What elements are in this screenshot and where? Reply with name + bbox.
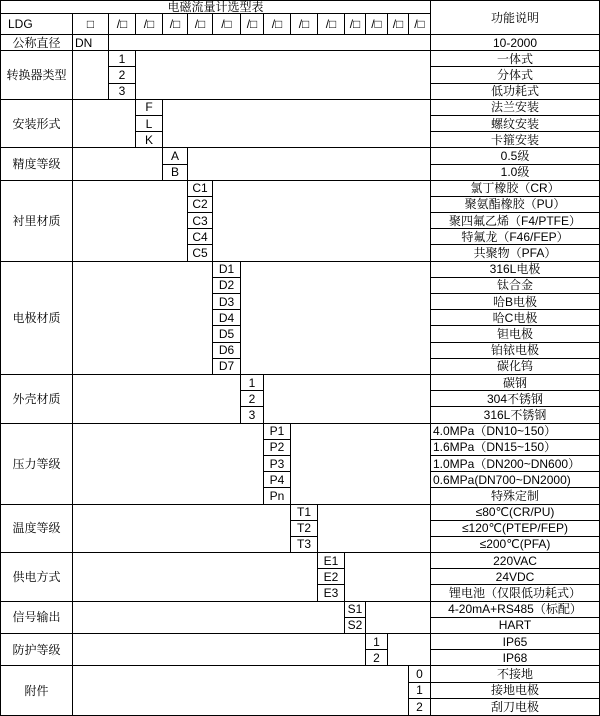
model-slot: /□ [188, 14, 213, 35]
function-cell: 一体式 [431, 51, 599, 67]
code-cell: 1 [409, 683, 431, 699]
spacer-cell [213, 181, 431, 262]
spacer-cell [163, 100, 431, 149]
spacer-cell [388, 634, 431, 666]
code-cell: 0 [409, 666, 431, 682]
group-label: 电极材质 [1, 262, 73, 375]
function-cell: HART [431, 618, 599, 634]
code-cell: 3 [241, 407, 264, 423]
function-cell: 聚四氟乙烯（F4/PTFE） [431, 213, 599, 229]
function-cell: 碳化钨 [431, 359, 599, 375]
code-cell: S1 [345, 602, 366, 618]
function-cell: 锂电池（仅限低功耗式） [431, 585, 599, 601]
code-cell: T3 [291, 537, 318, 553]
function-cell: IP65 [431, 634, 599, 650]
function-cell: 1.0级 [431, 165, 599, 181]
function-cell: 分体式 [431, 67, 599, 83]
code-cell: 2 [366, 650, 388, 666]
function-cell: IP68 [431, 650, 599, 666]
group-label: 转换器类型 [1, 51, 73, 100]
spacer-cell [73, 505, 291, 554]
spacer-cell [73, 148, 163, 180]
group-label: 信号输出 [1, 602, 73, 634]
code-cell: C4 [188, 229, 213, 245]
code-cell: P2 [264, 440, 291, 456]
code-cell: E1 [318, 553, 345, 569]
model-slot: /□ [291, 14, 318, 35]
code-cell: C1 [188, 181, 213, 197]
function-cell: 220VAC [431, 553, 599, 569]
function-cell: 共聚物（PFA） [431, 245, 599, 261]
spacer-cell [73, 51, 109, 100]
spacer-cell [345, 553, 431, 602]
function-cell: 316L电极 [431, 262, 599, 278]
model-slot: /□ [241, 14, 264, 35]
function-cell: 哈B电极 [431, 294, 599, 310]
model-slot: /□ [109, 14, 136, 35]
group-label: 供电方式 [1, 553, 73, 602]
model-slot: /□ [388, 14, 409, 35]
function-cell: 0.5级 [431, 148, 599, 164]
spacer-cell [73, 602, 345, 634]
code-cell: S2 [345, 618, 366, 634]
code-cell: T1 [291, 505, 318, 521]
function-cell: 卡箍安装 [431, 132, 599, 148]
function-cell: 低功耗式 [431, 84, 599, 100]
group-label: 压力等级 [1, 424, 73, 505]
function-cell: 10-2000 [431, 35, 599, 51]
group-label: 公称直径 [1, 35, 73, 51]
code-cell: T2 [291, 521, 318, 537]
spacer-cell [73, 666, 409, 715]
code-cell: C5 [188, 245, 213, 261]
code-cell: C2 [188, 197, 213, 213]
group-label: 安装形式 [1, 100, 73, 149]
spacer-cell [241, 262, 431, 375]
function-cell: ≤80℃(CR/PU) [431, 505, 599, 521]
model-slot: /□ [136, 14, 163, 35]
model-slot: /□ [163, 14, 188, 35]
table-title: 电磁流量计选型表 [1, 1, 431, 14]
function-cell: 聚氨酯橡胶（PU） [431, 197, 599, 213]
spacer-cell [109, 35, 431, 51]
model-slot-first: □ [73, 14, 109, 35]
spacer-cell [73, 424, 264, 505]
code-cell: 2 [241, 391, 264, 407]
code-cell: D4 [213, 310, 241, 326]
spacer-cell [73, 181, 188, 262]
function-cell: 接地电极 [431, 683, 599, 699]
function-cell: ≤200℃(PFA) [431, 537, 599, 553]
code-cell: Pn [264, 488, 291, 504]
code-cell: 3 [109, 84, 136, 100]
code-cell: B [163, 165, 188, 181]
spacer-cell [73, 375, 241, 424]
code-cell: DN [73, 35, 109, 51]
function-cell: 1.0MPa（DN200~DN600） [431, 456, 599, 472]
function-cell: 4.0MPa（DN10~150） [431, 424, 599, 440]
code-cell: E3 [318, 585, 345, 601]
code-cell: P4 [264, 472, 291, 488]
spacer-cell [136, 51, 431, 100]
code-cell: D5 [213, 326, 241, 342]
function-cell: 304不锈钢 [431, 391, 599, 407]
spacer-cell [73, 262, 213, 375]
function-cell: 不接地 [431, 666, 599, 682]
code-cell: A [163, 148, 188, 164]
function-cell: 氯丁橡胶（CR） [431, 181, 599, 197]
spacer-cell [73, 553, 318, 602]
group-label: 外壳材质 [1, 375, 73, 424]
spacer-cell [73, 634, 366, 666]
group-label: 衬里材质 [1, 181, 73, 262]
code-cell: D1 [213, 262, 241, 278]
spacer-cell [366, 602, 431, 634]
function-cell: ≤120℃(PTEP/FEP) [431, 521, 599, 537]
function-cell: 法兰安装 [431, 100, 599, 116]
spacer-cell [264, 375, 431, 424]
function-cell: 4-20mA+RS485（标配） [431, 602, 599, 618]
model-slot: /□ [213, 14, 241, 35]
code-cell: D2 [213, 278, 241, 294]
code-cell: P1 [264, 424, 291, 440]
function-cell: 24VDC [431, 569, 599, 585]
function-cell: 钛合金 [431, 278, 599, 294]
function-cell: 特氟龙（F46/FEP） [431, 229, 599, 245]
code-cell: C3 [188, 213, 213, 229]
code-cell: D3 [213, 294, 241, 310]
code-cell: 2 [109, 67, 136, 83]
function-cell: 0.6MPa(DN700~DN2000) [431, 472, 599, 488]
spacer-cell [73, 100, 136, 149]
code-cell: E2 [318, 569, 345, 585]
function-cell: 碳钢 [431, 375, 599, 391]
model-slot: /□ [409, 14, 431, 35]
model-slot: /□ [318, 14, 345, 35]
function-cell: 刮刀电极 [431, 699, 599, 715]
group-label: 温度等级 [1, 505, 73, 554]
function-cell: 螺纹安装 [431, 116, 599, 132]
model-slot: /□ [264, 14, 291, 35]
function-cell: 哈C电极 [431, 310, 599, 326]
code-cell: F [136, 100, 163, 116]
model-slot: /□ [366, 14, 388, 35]
function-cell: 316L不锈钢 [431, 407, 599, 423]
function-header: 功能说明 [431, 1, 599, 35]
code-cell: L [136, 116, 163, 132]
code-cell: 2 [409, 699, 431, 715]
spacer-cell [188, 148, 431, 180]
model-code: LDG [1, 14, 73, 35]
code-cell: 1 [109, 51, 136, 67]
function-cell: 特殊定制 [431, 488, 599, 504]
function-cell: 铂铱电极 [431, 343, 599, 359]
function-cell: 1.6MPa（DN15~150） [431, 440, 599, 456]
spacer-cell [318, 505, 431, 554]
group-label: 防护等级 [1, 634, 73, 666]
function-cell: 钽电极 [431, 326, 599, 342]
code-cell: P3 [264, 456, 291, 472]
group-label: 精度等级 [1, 148, 73, 180]
group-label: 附件 [1, 666, 73, 715]
spacer-cell [291, 424, 431, 505]
code-cell: D6 [213, 343, 241, 359]
model-slot: /□ [345, 14, 366, 35]
code-cell: 1 [366, 634, 388, 650]
code-cell: K [136, 132, 163, 148]
code-cell: 1 [241, 375, 264, 391]
code-cell: D7 [213, 359, 241, 375]
